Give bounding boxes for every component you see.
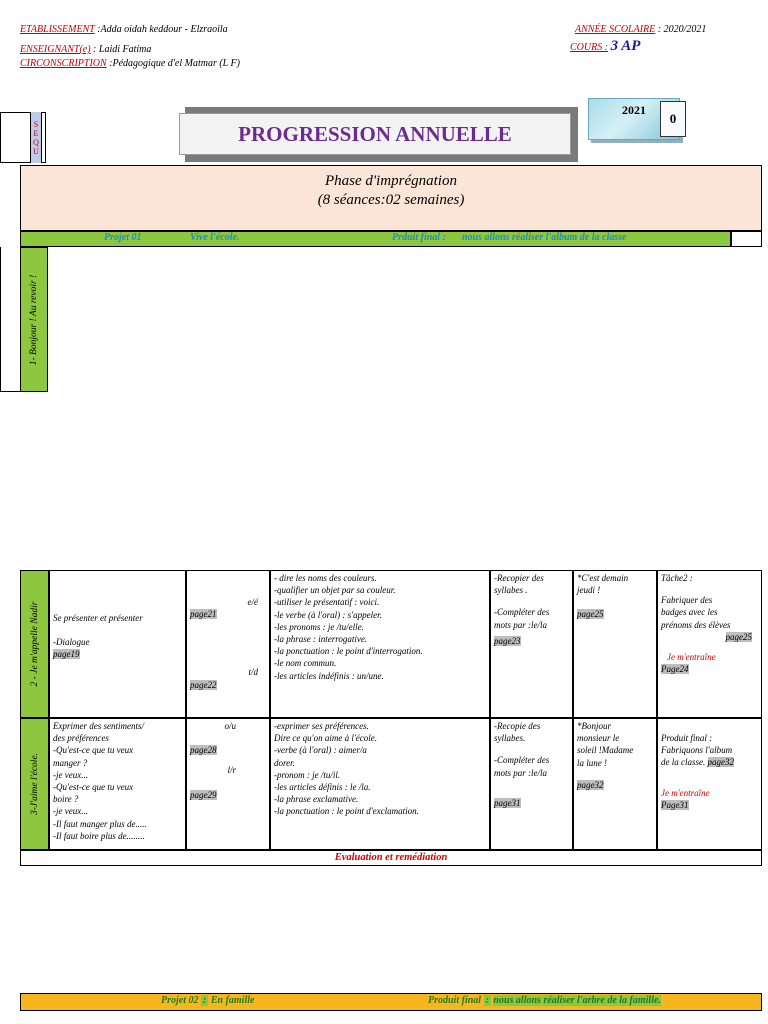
row2-col1-line: boire ?: [53, 794, 79, 805]
row2-col4-line: syllabes.: [494, 733, 526, 744]
evaluation-row: [20, 850, 762, 866]
project2-final-label: Produit final: [428, 995, 482, 1006]
row2-col1-line: -Qu'est-ce que tu veux: [53, 782, 134, 793]
row2-col1-line: manger ?: [53, 757, 88, 768]
row2-col6-red: Je m'entraîne: [661, 787, 710, 798]
phase-title: Phase d'imprégnation: [325, 173, 457, 189]
row1-col3-line: -le verbe (à l'oral) : s'appeler.: [274, 609, 382, 620]
phase-box: [20, 165, 762, 231]
row2-col5-line: monsieur le: [577, 733, 620, 744]
row1-label: 2 - Je m'appelle Nadir: [29, 601, 40, 687]
row1-col5: [573, 570, 657, 718]
row2-col2-letters: l/r: [227, 765, 236, 776]
row2-col3: [270, 718, 490, 850]
row2-col2: [186, 718, 270, 850]
project2-sep: :: [203, 995, 207, 1006]
row1-col1-line: -Dialogue: [53, 637, 90, 648]
row2-col4-line: -Recopie des: [494, 721, 541, 731]
etablissement-label: ETABLISSEMENT: [20, 24, 95, 35]
row1-col6-line: Fabriquer des: [661, 595, 713, 606]
enseignant-value: : Laidi Fatima: [90, 44, 152, 55]
seq-letter: E: [33, 128, 39, 138]
row2-col4-line: mots par :le/la: [494, 767, 547, 778]
row1-col4-line: syllabes .: [494, 585, 528, 596]
row1-col6-page2: Page24: [661, 664, 689, 675]
row1-col4-line: mots par :le/la: [494, 619, 547, 630]
year-tab-value: 0: [669, 111, 677, 126]
cours-line: [570, 40, 640, 54]
row1-col5-line: *C'est demain: [577, 573, 629, 583]
row2-col3-line: -la ponctuation : le point d'exclamation.: [274, 806, 419, 817]
row2-col2-page: page29: [190, 789, 217, 800]
seq-letter: Q: [33, 137, 39, 147]
cours-label: COURS :: [570, 42, 609, 53]
project1-name: Vive l'école.: [190, 232, 240, 243]
etablissement-value: :Adda oidah keddour - Elzraoila: [94, 24, 228, 35]
project1-bar-end: [731, 231, 762, 247]
row1-col3-line: -la ponctuation : le point d'interrogation.: [274, 646, 423, 657]
row2-col3-line: -verbe (à l'oral) : aimer/a: [274, 745, 367, 756]
row1-col3-line: -utiliser le présentatif : voici.: [274, 597, 380, 608]
annee-line: [575, 23, 706, 36]
row2-col4: [490, 718, 573, 850]
annee-label: ANNÉE SCOLAIRE: [575, 24, 656, 35]
row1-col4: [490, 570, 573, 718]
row1-col3-line: -qualifier un objet par sa couleur.: [274, 585, 396, 596]
row2-col2-page: page28: [190, 745, 217, 756]
row2-col1-line: Exprimer des sentiments/: [53, 721, 144, 731]
row1-col2-letters: t/d: [248, 667, 258, 678]
page-title: PROGRESSION ANNUELLE: [238, 121, 512, 146]
row2-col2-letters: o/u: [224, 721, 236, 731]
cours-value: 3 AP: [610, 38, 641, 54]
row1-col3-line: -le nom commun.: [274, 658, 337, 669]
row2-col5-line: *Bonjour: [577, 721, 612, 731]
year-tab: [660, 101, 686, 137]
evaluation-label: Evaluation et remédiation: [334, 852, 448, 863]
row1-col6-line: prénoms des élèves: [661, 619, 731, 630]
row1-col2-page: page21: [190, 609, 217, 620]
project1-final-label: Prduit final :: [392, 232, 446, 243]
row1-col3-line: -les articles indéfinis : un/une.: [274, 670, 384, 681]
row1-col3-line: -les pronoms : je /tu/elle.: [274, 621, 364, 632]
row2-col3-line: dorer.: [274, 757, 295, 768]
row2-col1-line: -Qu'est-ce que tu veux: [53, 745, 134, 756]
row1-col5-page: page25: [577, 609, 604, 620]
sequence-header-strip: [30, 112, 42, 163]
row1-col6-line: badges avec les: [661, 607, 718, 618]
enseignant-label: ENSEIGNANT(e): [20, 44, 91, 55]
title-banner: [179, 113, 571, 155]
row1-col3-line: - dire les noms des couleurs.: [274, 573, 377, 583]
project2-name: En famille: [210, 995, 255, 1006]
year-value: 2021: [622, 103, 646, 117]
sequence1-label: 1- Bonjour ! Au revoir !: [29, 274, 39, 365]
row2-label: 3-J'aime l'école.: [29, 752, 40, 816]
row2-label-cell: [20, 718, 49, 850]
seq-letter: S: [33, 119, 39, 129]
row1-col1-page: page19: [53, 649, 80, 660]
row2-col3-line: Dire ce qu'on aime à l'école.: [274, 733, 377, 744]
row1-col6-red: Je m'entraîne: [667, 652, 716, 663]
project2-label: Projet 02: [161, 995, 199, 1006]
enseignant-line: [20, 43, 151, 56]
row2-col3-line: -la phrase exclamative.: [274, 794, 359, 805]
etablissement-line: [20, 23, 228, 36]
sequence1-label-cell: [20, 247, 48, 392]
row2-col1-line: -je veux...: [53, 806, 88, 817]
row2-col5-page: page32: [577, 779, 604, 790]
circonscription-value: :Pédagogique d'el Matmar (L F): [106, 58, 240, 69]
row2-col6-page2: Page31: [661, 799, 689, 810]
row2-col3-line: -pronom : je /tu/il.: [274, 769, 341, 780]
row1-col4-page: page23: [494, 635, 521, 646]
circonscription-label: CIRCONSCRIPTION: [20, 58, 107, 69]
seq-letter: U: [33, 146, 39, 156]
circonscription-line: [20, 57, 240, 70]
project2-line-left: [161, 995, 254, 1006]
row1-col2: [186, 570, 270, 718]
row1-col6-page: page25: [725, 631, 752, 642]
phase-duration: (8 séances:02 semaines): [317, 192, 465, 208]
project2-final-sep: :: [485, 995, 489, 1006]
row1-col6-line: Tâche2 :: [661, 573, 693, 583]
row2-col1-line: des préférences: [53, 733, 109, 744]
row2-col5-line: soleil !Madame: [577, 745, 634, 756]
row1-label-cell: [20, 570, 49, 718]
project1-final-text: nous allons réaliser l'album de la classe: [462, 232, 627, 243]
row2-col4-line: -Compléter des: [494, 755, 550, 766]
row2-col3-line: -exprimer ses préférences.: [274, 721, 369, 731]
row1-col4-line: -Recopier des: [494, 573, 544, 583]
row1-col3-line: -la phrase : interrogative.: [274, 634, 368, 645]
row1-col1-line: Se présenter et présenter: [53, 613, 143, 623]
row2-col3-line: -les articles définis : le /la.: [274, 782, 371, 793]
project2-final-text: nous allons réaliser l'arbre de la famille.: [493, 995, 661, 1006]
row2-col6-page: page32: [707, 757, 734, 768]
row2-col1: [49, 718, 186, 850]
row2-col5-line: la lune !: [577, 757, 607, 768]
row2-col1-line: -je veux...: [53, 769, 88, 780]
sequence1-side-cell: [0, 247, 20, 392]
project2-line-right: [428, 995, 661, 1006]
row1-col4-line: -Compléter des: [494, 607, 550, 618]
row2-col6-line: de la classe.: [661, 757, 706, 768]
row1-col5-line: jeudi !: [577, 585, 601, 596]
row1-col2-page: page22: [190, 679, 217, 690]
project1-label: Projet 01: [104, 232, 142, 243]
row1-col1: [49, 570, 186, 718]
row2-col6: [657, 718, 762, 850]
row1-col3: [270, 570, 490, 718]
row2-col4-page: page31: [494, 797, 521, 808]
row2-col5: [573, 718, 657, 850]
row2-col6-line: Fabriquons l'album: [661, 745, 733, 756]
row1-col2-letters: e/é: [247, 597, 258, 607]
annee-value: : 2020/2021: [655, 24, 707, 35]
row2-col1-line: -Il faut manger plus de.....: [53, 818, 147, 829]
row2-col6-line: Produit final :: [661, 733, 713, 743]
row1-col6: [657, 570, 762, 718]
row2-col1-line: -Il faut boire plus de........: [53, 830, 145, 841]
